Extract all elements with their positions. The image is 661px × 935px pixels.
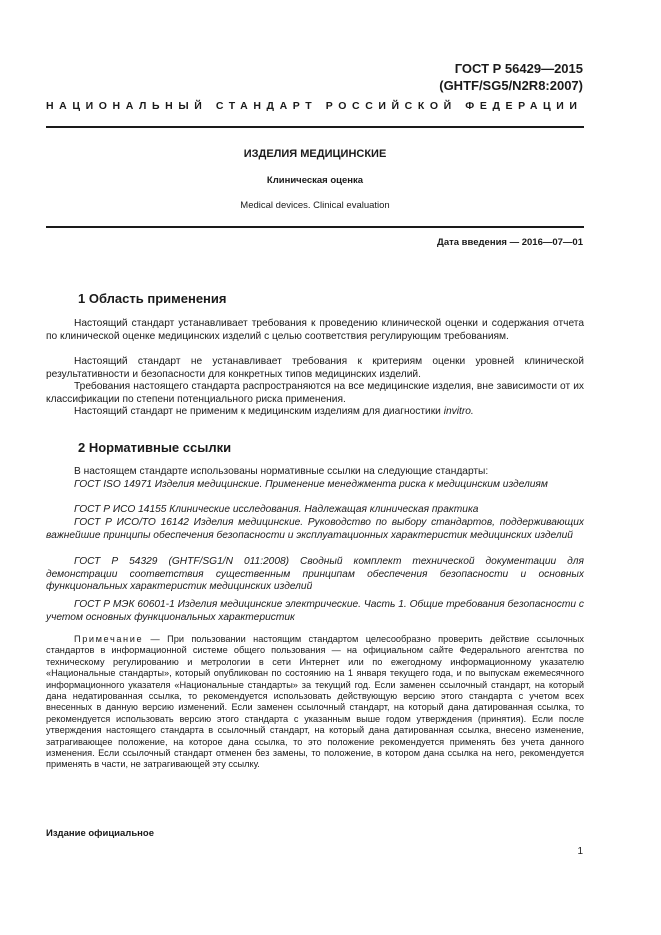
reference-item: ГОСТ Р МЭК 60601-1 Изделия медицинские электрические. Часть 1. Общие требования безопасности с учетом основных функциональных характеристик	[46, 599, 584, 623]
note-text: — При пользовании настоящим стандартом целесообразно проверить действие ссылочных стандартов в информационной системе общего пользования — на официальном сайте Федерального агентства по техническому регулированию и метрологии в сети Интернет или по ежегодному информационному указателю «Национальные стандарты», который опубликован по состоянию на 1 января текущего года, и по выпускам ежемесячного информационного указателя «Национальные стандарты» за текущий год. Если заменен ссылочный стандарт, на который дана недатированная ссылка, то рекомендуется использовать действующую версию этого стандарта с учетом всех внесенных в данную версию изменений. Если заменен ссылочный стандарт, на который дана датированная ссылка, то рекомендуется использовать версию этого стандарта с указанным выше годом утверждения (принятия). Если после утверждения настоящего стандарта в ссылочный стандарт, на который дана датированная ссылка, внесено изменение, затрагивающее положение, на которое дана ссылка, то это положение рекомендуется применять без учета данного изменения. Если ссылочный стандарт отменен без замены, то положение, в котором дана ссылка на него, рекомендуется применять в части, не затрагивающей эту ссылку.	[46, 634, 584, 770]
section-1-paragraph: Настоящий стандарт устанавливает требования к проведению клинической оценки и содержания отчета по клинической оценке медицинских изделий с целью соответствия регулирующим требованиям.	[46, 318, 584, 342]
introduction-date: Дата введения — 2016—07—01	[437, 237, 583, 248]
section-1-heading: 1 Область применения	[78, 291, 227, 306]
reference-item: ГОСТ Р ИСО/ТО 16142 Изделия медицинские. Руководство по выбору стандартов, поддерживающих важнейшие принципы обеспечения безопасности и эксплуатационных характеристик медицинских изделий	[46, 517, 584, 541]
section-2-heading: 2 Нормативные ссылки	[78, 440, 232, 455]
document-subtitle: Клиническая оценка	[266, 175, 364, 186]
reference-item: ГОСТ ISO 14971 Изделия медицинские. Применение менеджмента риска к медицинским изделиям	[74, 479, 548, 490]
references-intro: В настоящем стандарте использованы нормативные ссылки на следующие стандарты:	[74, 466, 489, 477]
note-paragraph	[46, 634, 584, 771]
section-1-paragraph: Настоящий стандарт не устанавливает требования к критериям оценки уровней клинической результативности и безопасности для конкретных типов медицинских изделий.	[46, 356, 584, 380]
reference-item: ГОСТ Р 54329 (GHTF/SG1/N 011:2008) Сводный комплект технической документации для демонстрации соответствия существенным принципам обеспечения безопасности и основных функциональных характеристик медицинских изделий	[46, 556, 584, 593]
standard-number-block	[439, 60, 583, 94]
page-number: 1	[577, 846, 583, 857]
header-rule	[46, 126, 584, 128]
section-1-paragraph	[46, 406, 584, 419]
scope-text: Настоящий стандарт не применим к медицинским изделиям для диагностики	[74, 406, 444, 417]
section-1-paragraph: Требования настоящего стандарта распространяются на все медицинские изделия, вне зависимости от их классификации по степени потенциального риска применения.	[46, 381, 584, 405]
reference-item: ГОСТ Р ИСО 14155 Клинические исследования. Надлежащая клиническая практика	[74, 504, 479, 515]
standard-reference: (GHTF/SG5/N2R8:2007)	[439, 78, 583, 93]
document-title: ИЗДЕЛИЯ МЕДИЦИНСКИЕ	[243, 148, 387, 160]
standard-number: ГОСТ Р 56429—2015	[454, 61, 583, 76]
english-title: Medical devices. Clinical evaluation	[240, 200, 390, 211]
invitro-term: invitro.	[443, 406, 474, 417]
national-standard-banner: НАЦИОНАЛЬНЫЙ СТАНДАРТ РОССИЙСКОЙ ФЕДЕРАЦИИ	[46, 100, 583, 112]
note-label: Примечание	[74, 634, 144, 644]
official-edition-label: Издание официальное	[46, 828, 154, 839]
title-rule	[46, 226, 584, 228]
